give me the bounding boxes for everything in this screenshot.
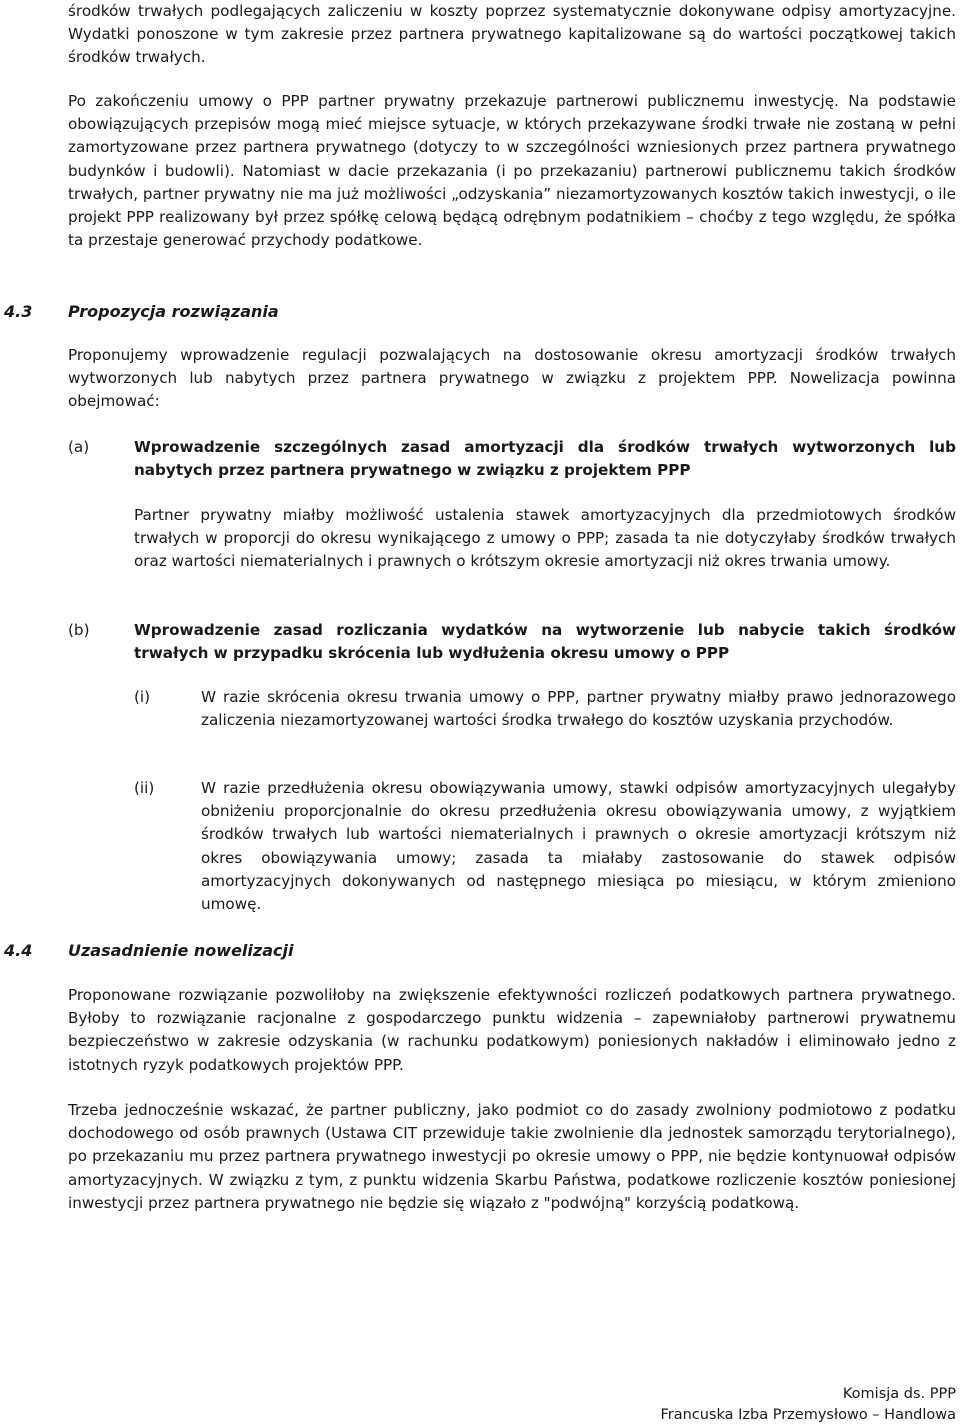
section-4-4-heading: [4, 940, 293, 962]
intro-paragraph-1: środków trwałych podlegających zaliczeniu w koszty poprzez systematycznie dokonywane odpisy amortyzacyjne. Wydatki ponoszone w tym zakresie przez partnera prywatnego kapitalizowane są do wartości początkowej takich środków trwałych.: [68, 2, 956, 67]
item-i-label: (i): [134, 688, 151, 706]
item-i-body: W razie skrócenia okresu trwania umowy o PPP, partner prywatny miałby prawo jednorazowego zaliczenia niezamortyzowanej wartości środka trwałego do kosztów uzyskania przychodów.: [201, 688, 956, 730]
section-4-3-heading: [4, 301, 279, 323]
section-4-4-title: Uzasadnienie nowelizacji: [68, 941, 294, 960]
item-b-label: (b): [68, 621, 90, 639]
section-4-4-number: 4.4: [4, 941, 33, 960]
section-4-3-title: Propozycja rozwiązania: [68, 302, 279, 321]
item-a-title: Wprowadzenie szczególnych zasad amortyzacji dla środków trwałych wytworzonych lub nabytych przez partnera prywatnego w związku z projektem PPP: [134, 438, 956, 480]
item-a-body: Partner prywatny miałby możliwość ustalenia stawek amortyzacyjnych dla przedmiotowych środków trwałych w proporcji do okresu wynikającego z umowy o PPP; zasada ta nie dotyczyłaby środków trwałych oraz wartości niematerialnych i prawnych o krótszym okresie amortyzacji niż okres trwania umowy.: [134, 506, 956, 571]
item-b-title: Wprowadzenie zasad rozliczania wydatków na wytworzenie lub nabycie takich środków trwałych w przypadku skrócenia lub wydłużenia okresu umowy o PPP: [134, 621, 956, 663]
section-4-4-paragraph-2: Trzeba jednocześnie wskazać, że partner publiczny, jako podmiot co do zasady zwolniony podmiotowo z podatku dochodowego od osób prawnych (Ustawa CIT przewiduje takie zwolnienie dla jednostek samorządu terytorialnego), po przekazaniu mu przez partnera prywatnego inwestycji po okresie umowy o PPP, nie będzie kontynuował odpisów amortyzacyjnych. W związku z tym, z punktu widzenia Skarbu Państwa, podatkowe rozliczenie kosztów poniesionej inwestycji przez partnera prywatnego nie będzie się wiązało z "podwójną" korzyścią podatkową.: [68, 1101, 956, 1212]
section-4-3-lead: Proponujemy wprowadzenie regulacji pozwalających na dostosowanie okresu amortyzacji środków trwałych wytworzonych lub nabytych przez partnera prywatnego w związku z projektem PPP. Nowelizacja powinna obejmować:: [68, 346, 956, 411]
item-ii-body: W razie przedłużenia okresu obowiązywania umowy, stawki odpisów amortyzacyjnych ulegałyby obniżeniu proporcjonalnie do okresu przedłużenia okresu obowiązywania umowy, z wyjątkiem środków trwałych lub wartości niematerialnych i prawnych o okresie amortyzacji krótszym niż okres obowiązywania umowy; zasada ta miałaby zastosowanie do stawek odpisów amortyzacyjnych dokonywanych od następnego miesiąca po miesiącu, w którym zmieniono umowę.: [201, 779, 956, 914]
footer-committee: Komisja ds. PPP: [842, 1386, 956, 1402]
footer-chamber: Francuska Izba Przemysłowo – Handlowa: [660, 1407, 956, 1423]
section-4-4-paragraph-1: Proponowane rozwiązanie pozwoliłoby na zwiększenie efektywności rozliczeń podatkowych partnera prywatnego. Byłoby to rozwiązanie racjonalne z gospodarczego punktu widzenia – zapewniałoby partnerowi prywatnemu bezpieczeństwo w zakresie odzyskania (w rachunku podatkowym) poniesionych nakładów i eliminowało jedno z istotnych ryzyk podatkowych projektów PPP.: [68, 986, 956, 1074]
intro-paragraph-2: Po zakończeniu umowy o PPP partner prywatny przekazuje partnerowi publicznemu inwestycję. Na podstawie obowiązujących przepisów mogą mieć miejsce sytuacje, w których przekazywane środki trwałe nie zostaną w pełni zamortyzowane przez partnera prywatnego (dotyczy to w szczególności wzniesionych przez partnera prywatnego budynków i budowli). Natomiast w dacie przekazania (i po przekazaniu) partnerowi publicznemu takich środków trwałych, partner prywatny nie ma już możliwości „odzyskania” niezamortyzowanych kosztów takich inwestycji, o ile projekt PPP realizowany był przez spółkę celową będącą odrębnym podatnikiem – choćby z tego względu, że spółka ta przestaje generować przychody podatkowe.: [68, 92, 956, 250]
item-ii-label: (ii): [134, 779, 155, 797]
item-a-label: (a): [68, 438, 90, 456]
section-4-3-number: 4.3: [4, 302, 33, 321]
